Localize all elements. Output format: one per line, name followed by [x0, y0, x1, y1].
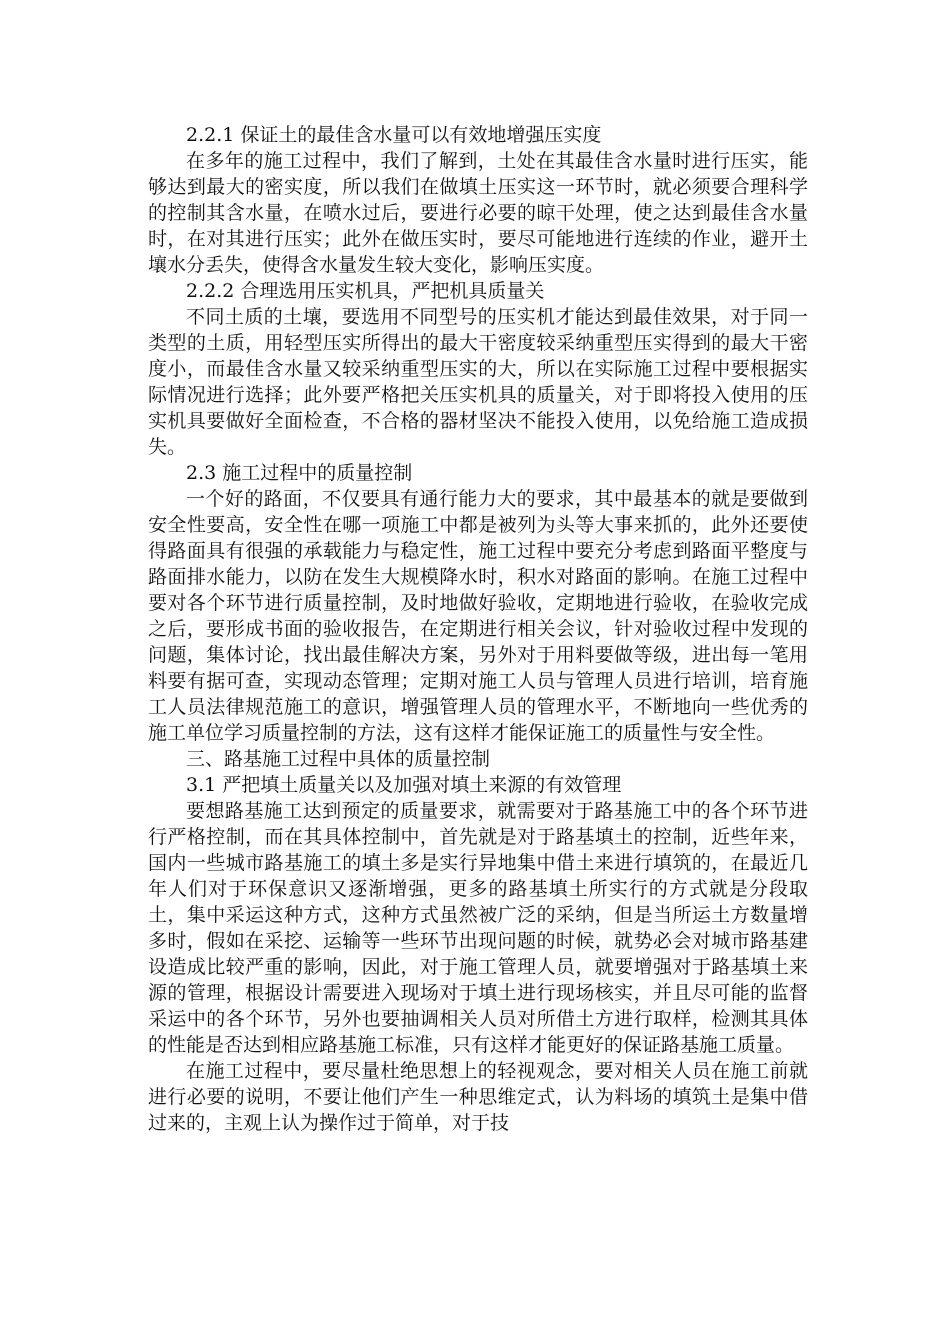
paragraph-3-1-b: 在施工过程中，要尽量杜绝思想上的轻视观念，要对相关人员在施工前就进行必要的说明，不要让他们产生一种思维定式，认为料场的填筑土是集中借过来的，主观上认为操作过于简单，对于技: [148, 1060, 808, 1134]
paragraph-2-3: 一个好的路面，不仅要具有通行能力大的要求，其中最基本的就是要做到安全性要高，安全性在哪一项施工中都是被列为头等大事来抓的，此外还要使得路面具有很强的承载能力与稳定性，施工过程中要充分考虑到路面平整度与路面排水能力，以防在发生大规模降水时，积水对路面的影响。在施工过程中要对各个环节进行质量控制，及时地做好验收，定期地进行验收，在验收完成之后，要形成书面的验收报告，在定期进行相关会议，针对验收过程中发现的问题，集体讨论，找出最佳解决方案，另外对于用料要做等级，进出每一笔用料要有据可查，实现动态管理；定期对施工人员与管理人员进行培训，培育施工人员法律规范施工的意识，增强管理人员的管理水平，不断地向一些优秀的施工单位学习质量控制的方法，这有这样才能保证施工的质量性与安全性。: [148, 488, 808, 744]
paragraph-2-2-2: 不同土质的土壤，要选用不同型号的压实机才能达到最佳效果，对于同一类型的土质，用轻型压实所得出的最大干密度较采纳重型压实得到的最大干密度小，而最佳含水量又较采纳重型压实的大，所以在实际施工过程中要根据实际情况进行选择；此外要严格把关压实机具的质量关，对于即将投入使用的压实机具要做好全面检查，不合格的器材坚决不能投入使用，以免给施工造成损失。: [148, 306, 808, 458]
heading-2-3: 2.3 施工过程中的质量控制: [186, 462, 413, 484]
heading-3-1: 3.1 严把填土质量关以及加强对填土来源的有效管理: [186, 774, 622, 796]
heading-section-3: 三、路基施工过程中具体的质量控制: [186, 748, 491, 770]
document-body: [148, 122, 808, 1136]
heading-2-2-2: 2.2.2 合理选用压实机具，严把机具质量关: [186, 280, 545, 302]
heading-2-2-1: 2.2.1 保证土的最佳含水量可以有效地增强压实度: [186, 124, 602, 146]
paragraph-2-2-1: 在多年的施工过程中，我们了解到，土处在其最佳含水量时进行压实，能够达到最大的密实度，所以我们在做填土压实这一环节时，就必须要合理科学的控制其含水量，在喷水过后，要进行必要的晾干处理，使之达到最佳含水量时，在对其进行压实；此外在做压实时，要尽可能地进行连续的作业，避开土壤水分丢失，使得含水量发生较大变化，影响压实度。: [148, 150, 808, 276]
paragraph-3-1-a: 要想路基施工达到预定的质量要求，就需要对于路基施工中的各个环节进行严格控制，而在其具体控制中，首先就是对于路基填土的控制，近些年来，国内一些城市路基施工的填土多是实行异地集中借土来进行填筑的，在最近几年人们对于环保意识又逐渐增强，更多的路基填土所实行的方式就是分段取土，集中采运这种方式，这种方式虽然被广泛的采纳，但是当所运土方数量增多时，假如在采挖、运输等一些环节出现问题的时候，就势必会对城市路基建设造成比较严重的影响，因此，对于施工管理人员，就要增强对于路基填土来源的管理，根据设计需要进入现场对于填土进行现场核实，并且尽可能的监督采运中的各个环节，另外也要抽调相关人员对所借土方进行取样，检测其具体的性能是否达到相应路基施工标准，只有这样才能更好的保证路基施工质量。: [148, 800, 808, 1056]
